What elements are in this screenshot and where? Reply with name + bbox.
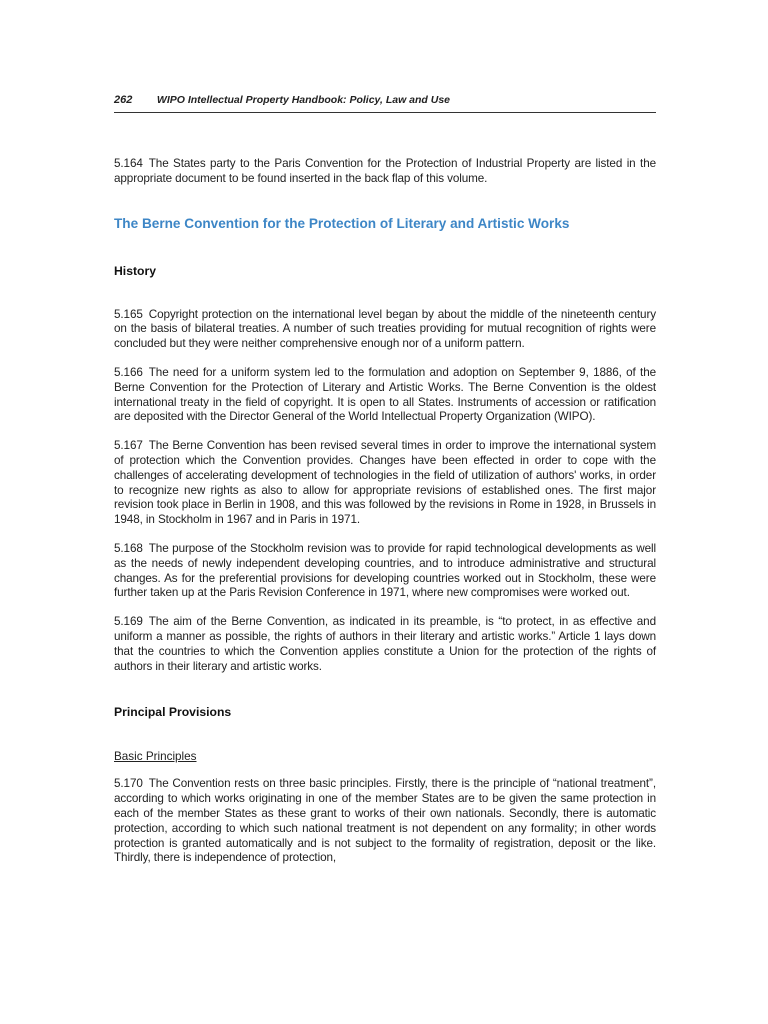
paragraph-number: 5.166 [114,365,143,379]
paragraph-text: The purpose of the Stockholm revision was to provide for rapid technological developments as well as the needs of newly independent developing countries, and to introduce administrative and structural changes. As for the preferential provisions for developing countries worked out in Stockholm, these were further taken up at the Paris Revision Conference in 1971, where new compromises were worked out. [114,541,656,600]
section-title: The Berne Convention for the Protection of Literary and Artistic Works [114,215,570,231]
paragraph-number: 5.168 [114,541,143,555]
paragraph-text: Copyright protection on the international level began by about the middle of the nineteenth century on the basis of bilateral treaties. A number of such treaties providing for mutual recognition of rights were concluded but they were neither comprehensive enough nor of a uniform pattern. [114,307,656,351]
running-header [114,92,656,113]
paragraph-text: The aim of the Berne Convention, as indicated in its preamble, is “to protect, in as effective and uniform a manner as possible, the rights of authors in their literary and artistic works.” Article 1 lays down that the countries to which the Convention applies constitute a Union for the protection of the rights of authors in their literary and artistic works. [114,615,656,673]
paragraph-5-164 [114,157,656,187]
paragraph-5-169 [114,615,656,674]
paragraph-text: The States party to the Paris Convention for the Protection of Industrial Property are listed in the appropriate document to be found inserted in the back flap of this volume. [114,157,656,185]
paragraph-number: 5.165 [114,307,143,321]
paragraph-text: The need for a uniform system led to the formulation and adoption on September 9, 1886, of the Berne Convention for the Protection of Literary and Artistic Works. The Berne Convention is the oldest international treaty in the field of copyright. It is open to all States. Instruments of accession or ratification are deposited with the Director General of the World Intellectual Property Organization (WIPO). [114,365,656,424]
paragraph-5-166 [114,366,656,425]
paragraph-5-168 [114,542,656,601]
running-title: WIPO Intellectual Property Handbook: Policy, Law and Use [156,94,451,106]
paragraph-number: 5.169 [114,615,143,629]
document-page [114,0,656,1024]
paragraph-text: The Convention rests on three basic principles. Firstly, there is the principle of “national treatment”, according to which works originating in one of the member States are to be given the same protection in each of the member States as these grant to works of their own nationals. Secondly, there is automatic protection, according to which such national treatment is not dependent on any formality; in other words protection is granted automatically and is not subject to the formality of registration, deposit or the like. Thirdly, there is independence of protection, [114,777,656,865]
paragraph-number: 5.164 [114,157,143,170]
paragraph-5-165 [114,308,656,352]
page-content [114,157,656,880]
heading-basic-principles: Basic Principles [114,750,197,764]
paragraph-5-170 [114,777,656,866]
heading-history: History [114,263,156,278]
heading-principal-provisions: Principal Provisions [114,705,232,720]
paragraph-5-167 [114,439,656,528]
page-number: 262 [114,94,133,106]
paragraph-text: The Berne Convention has been revised several times in order to improve the international system of protection which the Convention provides. Changes have been effected in order to cope with the challenges of accelerating development of technologies in the field of utilization of authors' works, in order to recognize new rights as also to allow for appropriate revisions of established ones. The first major revision took place in Berlin in 1908, and this was followed by the revisions in Rome in 1928, in Brussels in 1948, in Stockholm in 1967 and in Paris in 1971. [114,439,656,527]
paragraph-number: 5.170 [114,777,143,791]
paragraph-number: 5.167 [114,439,143,453]
